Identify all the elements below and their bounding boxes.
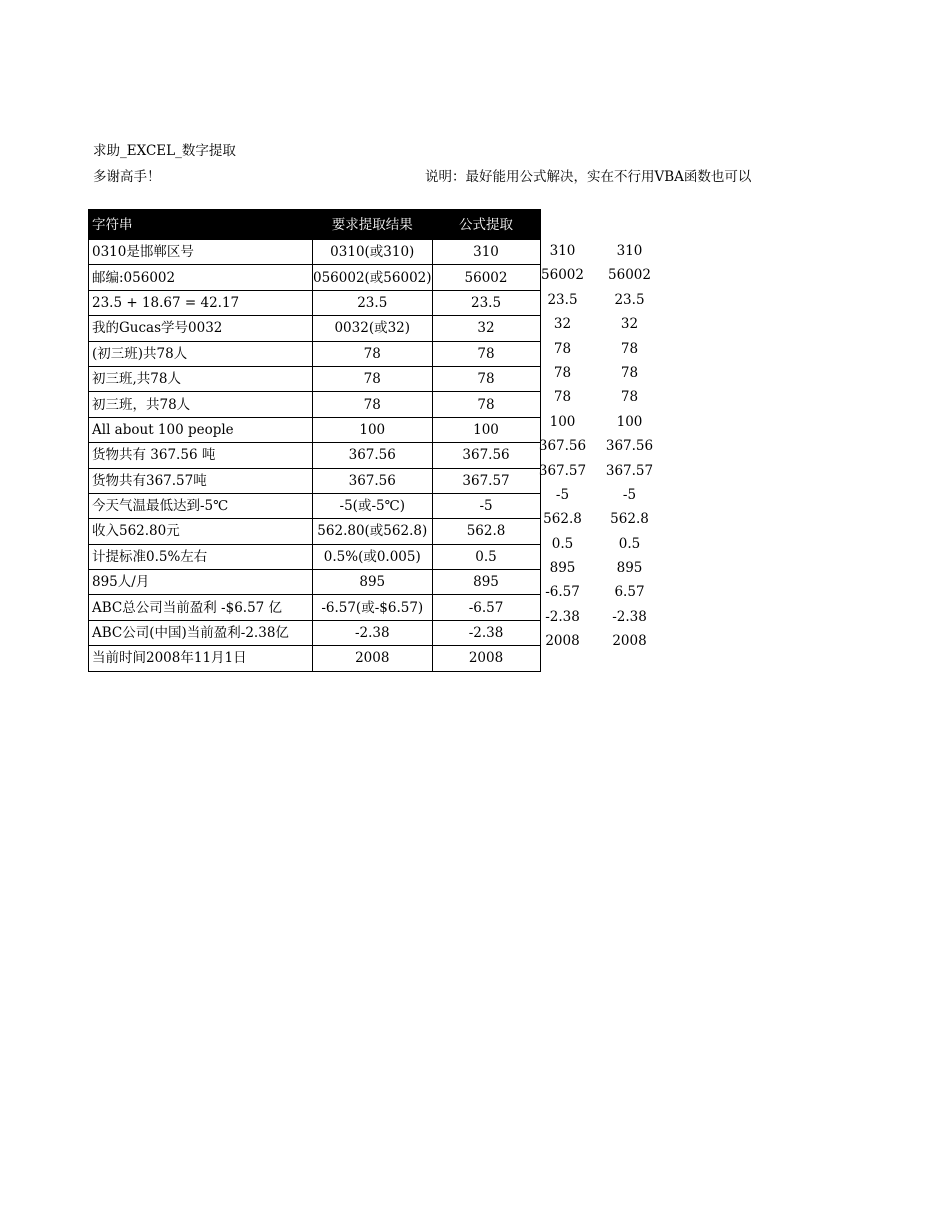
- cell-formula-result[interactable]: 2008: [432, 646, 540, 671]
- header-string[interactable]: 字符串: [89, 210, 313, 240]
- cell-extra-2[interactable]: 2008: [612, 633, 647, 650]
- cell-extra-2[interactable]: 367.56: [605, 438, 654, 455]
- table-row: [89, 443, 541, 468]
- cell-formula-result[interactable]: 310: [432, 240, 540, 265]
- extra-row: [529, 239, 663, 263]
- table-row: [89, 493, 541, 518]
- cell-string[interactable]: 我的Gucas学号0032: [89, 316, 313, 341]
- extra-row: [529, 288, 663, 312]
- cell-formula-result[interactable]: 56002: [432, 265, 540, 290]
- sheet-title: 求助_EXCEL_数字提取: [93, 143, 236, 159]
- cell-extra-2[interactable]: 895: [616, 560, 643, 577]
- extraction-table: [88, 209, 541, 672]
- cell-extra-2[interactable]: 562.8: [610, 511, 649, 528]
- cell-required-result[interactable]: 056002(或56002): [313, 265, 433, 290]
- table-row: [89, 595, 541, 620]
- table-row: [89, 265, 541, 290]
- cell-extra-1[interactable]: 56002: [541, 267, 584, 284]
- cell-required-result[interactable]: 367.56: [313, 443, 433, 468]
- header-required-result[interactable]: 要求提取结果: [313, 210, 433, 240]
- cell-required-result[interactable]: 562.80(或562.8): [313, 519, 433, 544]
- cell-formula-result[interactable]: 78: [432, 341, 540, 366]
- cell-formula-result[interactable]: -5: [432, 493, 540, 518]
- cell-string[interactable]: 当前时间2008年11月1日: [89, 646, 313, 671]
- cell-required-result[interactable]: 2008: [313, 646, 433, 671]
- table-row: [89, 240, 541, 265]
- cell-required-result[interactable]: 100: [313, 417, 433, 442]
- cell-required-result[interactable]: 78: [313, 341, 433, 366]
- table-row: [89, 392, 541, 417]
- cell-string[interactable]: 计提标准0.5%左右: [89, 544, 313, 569]
- cell-string[interactable]: 邮编:056002: [89, 265, 313, 290]
- cell-formula-result[interactable]: 78: [432, 366, 540, 391]
- cell-required-result[interactable]: 23.5: [313, 290, 433, 315]
- cell-extra-2[interactable]: 78: [620, 389, 639, 406]
- cell-extra-2[interactable]: 32: [620, 316, 639, 333]
- cell-string[interactable]: 23.5 + 18.67 = 42.17: [89, 290, 313, 315]
- cell-formula-result[interactable]: 562.8: [432, 519, 540, 544]
- table-row: [89, 316, 541, 341]
- cell-extra-1[interactable]: 310: [549, 243, 576, 259]
- cell-extra-1[interactable]: 0.5: [551, 535, 574, 552]
- extra-row: [529, 361, 663, 385]
- cell-formula-result[interactable]: 78: [432, 392, 540, 417]
- table-row: [89, 620, 541, 645]
- extra-row: [529, 385, 663, 409]
- extra-row: [529, 337, 663, 361]
- table-row: [89, 417, 541, 442]
- cell-string[interactable]: 895人/月: [89, 570, 313, 595]
- cell-string[interactable]: 初三班,共78人: [89, 366, 313, 391]
- cell-extra-1[interactable]: 23.5: [547, 291, 578, 308]
- table-row: [89, 646, 541, 671]
- thanks-text: 多谢高手！: [93, 169, 161, 185]
- extra-row: [529, 556, 663, 580]
- extra-columns: [529, 239, 663, 654]
- extra-row: [529, 263, 663, 287]
- cell-formula-result[interactable]: 100: [432, 417, 540, 442]
- cell-required-result[interactable]: 78: [313, 366, 433, 391]
- cell-extra-1[interactable]: 100: [549, 413, 576, 430]
- cell-extra-1[interactable]: 895: [549, 560, 576, 577]
- cell-string[interactable]: ABC公司(中国)当前盈利-2.38亿: [89, 620, 313, 645]
- cell-required-result[interactable]: 367.56: [313, 468, 433, 493]
- cell-string[interactable]: ABC总公司当前盈利 -$6.57 亿: [89, 595, 313, 620]
- cell-extra-2[interactable]: -2.38: [612, 608, 647, 625]
- cell-extra-1[interactable]: -5: [555, 486, 570, 503]
- cell-extra-2[interactable]: 78: [620, 364, 639, 381]
- extra-row: [529, 434, 663, 458]
- cell-extra-1[interactable]: 78: [553, 389, 572, 406]
- cell-extra-1[interactable]: 367.56: [538, 438, 587, 455]
- cell-required-result[interactable]: -2.38: [313, 620, 433, 645]
- cell-required-result[interactable]: -5(或-5℃): [313, 493, 433, 518]
- cell-required-result[interactable]: 78: [313, 392, 433, 417]
- cell-extra-2[interactable]: 56002: [608, 267, 651, 284]
- cell-formula-result[interactable]: 32: [432, 316, 540, 341]
- cell-extra-2[interactable]: 23.5: [614, 291, 645, 308]
- table-row: [89, 519, 541, 544]
- cell-extra-1[interactable]: 562.8: [543, 511, 582, 528]
- cell-string[interactable]: 收入562.80元: [89, 519, 313, 544]
- cell-string[interactable]: 货物共有 367.56 吨: [89, 443, 313, 468]
- table-row: [89, 366, 541, 391]
- extra-row: [529, 507, 663, 531]
- cell-extra-1[interactable]: 78: [553, 340, 572, 357]
- cell-extra-2[interactable]: 0.5: [618, 535, 641, 552]
- cell-extra-1[interactable]: 32: [553, 316, 572, 333]
- cell-extra-2[interactable]: 367.57: [605, 462, 654, 479]
- cell-formula-result[interactable]: 367.57: [432, 468, 540, 493]
- cell-formula-result[interactable]: -6.57: [432, 595, 540, 620]
- cell-string[interactable]: 0310是邯郸区号: [89, 240, 313, 265]
- cell-string[interactable]: 今天气温最低达到-5℃: [89, 493, 313, 518]
- cell-formula-result[interactable]: 0.5: [432, 544, 540, 569]
- cell-extra-2[interactable]: 78: [620, 340, 639, 357]
- header-formula-result[interactable]: 公式提取: [432, 210, 540, 240]
- table-row: [89, 290, 541, 315]
- table-row: [89, 570, 541, 595]
- cell-string[interactable]: (初三班)共78人: [89, 341, 313, 366]
- extra-row: [529, 483, 663, 507]
- extra-row: [529, 312, 663, 336]
- extra-row: [529, 580, 663, 604]
- cell-string[interactable]: All about 100 people: [89, 417, 313, 442]
- extra-row: [529, 629, 663, 653]
- note-text: 说明：最好能用公式解决，实在不行用VBA函数也可以: [425, 169, 752, 185]
- cell-required-result[interactable]: 0310(或310): [313, 240, 433, 265]
- table-row: [89, 468, 541, 493]
- table-row: [89, 341, 541, 366]
- cell-extra-2[interactable]: -5: [622, 486, 637, 503]
- cell-required-result[interactable]: -6.57(或-$6.57): [313, 595, 433, 620]
- cell-extra-2[interactable]: 310: [616, 243, 643, 259]
- cell-extra-2[interactable]: 100: [616, 413, 643, 430]
- cell-formula-result[interactable]: 367.56: [432, 443, 540, 468]
- cell-string[interactable]: 初三班，共78人: [89, 392, 313, 417]
- extra-row: [529, 532, 663, 556]
- cell-formula-result[interactable]: 23.5: [432, 290, 540, 315]
- extra-row: [529, 459, 663, 483]
- cell-extra-1[interactable]: 78: [553, 364, 572, 381]
- extra-row: [529, 605, 663, 629]
- extra-row: [529, 410, 663, 434]
- cell-formula-result[interactable]: 895: [432, 570, 540, 595]
- cell-required-result[interactable]: 0032(或32): [313, 316, 433, 341]
- cell-required-result[interactable]: 895: [313, 570, 433, 595]
- cell-formula-result[interactable]: -2.38: [432, 620, 540, 645]
- table-header-row: [89, 210, 541, 240]
- cell-extra-1[interactable]: 367.57: [538, 462, 587, 479]
- table-row: [89, 544, 541, 569]
- cell-extra-1[interactable]: -6.57: [545, 584, 580, 601]
- cell-string[interactable]: 货物共有367.57吨: [89, 468, 313, 493]
- cell-required-result[interactable]: 0.5%(或0.005): [313, 544, 433, 569]
- cell-extra-1[interactable]: -2.38: [545, 608, 580, 625]
- cell-extra-1[interactable]: 2008: [545, 633, 580, 650]
- cell-extra-2[interactable]: 6.57: [614, 584, 645, 601]
